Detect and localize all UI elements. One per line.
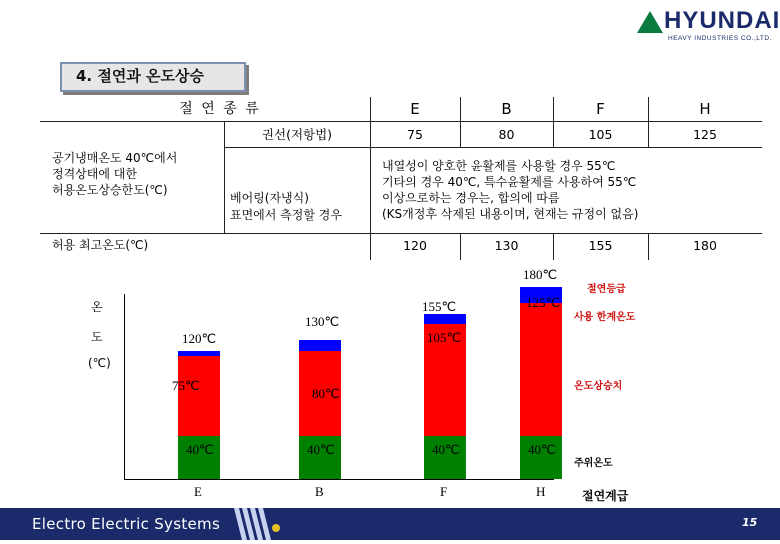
footer-brand: Electro Electric Systems [32, 515, 221, 533]
max-temp-label: 허용 최고온도(℃) [52, 238, 149, 252]
ambient-value-label: 40℃ [307, 442, 335, 458]
ambient-value-label: 40℃ [528, 442, 556, 458]
rise-value-label: 105℃ [427, 330, 462, 346]
rise-value-label: 80℃ [312, 385, 340, 401]
page-number: 15 [742, 516, 758, 529]
hyundai-logo-icon [637, 11, 663, 33]
class-header: E [410, 100, 420, 118]
table-line [224, 147, 762, 148]
bearing-label-line: 베어링(자냉식) [230, 191, 309, 205]
x-axis-label: 절연계급 [582, 489, 629, 503]
y-axis [124, 294, 125, 480]
max-temp-label: 155℃ [422, 298, 457, 314]
bearing-note-line: 기타의 경우 40℃, 특수윤활제를 사용하여 55℃ [382, 175, 637, 189]
annotation-limit: 사용 한계온도 [574, 312, 636, 323]
annotation-rise: 온도상승치 [574, 381, 623, 392]
winding-value: 125 [693, 127, 717, 142]
ambient-value-label: 40℃ [186, 442, 214, 458]
bar-margin-B [299, 340, 341, 351]
bearing-label-line: 표면에서 측정할 경우 [230, 208, 342, 222]
max-temp-value: 180 [693, 238, 717, 253]
annotation-margin: 절연등급 [587, 284, 626, 295]
rise-value-label: 75℃ [172, 378, 200, 394]
section-title: 4. 절연과 온도상승 [76, 67, 205, 85]
table-line [370, 97, 371, 260]
winding-value: 105 [588, 127, 613, 142]
x-axis [124, 479, 554, 480]
annotation-ambient: 주위온도 [574, 458, 613, 469]
footer-stripes-icon [232, 508, 282, 540]
class-header: F [596, 100, 605, 118]
x-tick-label: B [315, 484, 324, 499]
y-axis-label: 도 [91, 330, 103, 344]
x-tick-label: F [440, 484, 448, 499]
bearing-note-line: 내열성이 양호한 윤활제를 사용할 경우 55℃ [382, 159, 616, 173]
y-axis-label: (℃) [88, 356, 111, 370]
class-header: B [501, 100, 512, 118]
ambient-label-line: 허용온도상승한도(℃) [52, 183, 168, 197]
winding-value: 75 [407, 127, 423, 142]
max-temp-value: 155 [588, 238, 613, 253]
max-temp-label: 130℃ [305, 314, 340, 330]
hyundai-tagline: HEAVY INDUSTRIES CO.,LTD. [668, 35, 772, 42]
max-temp-value: 130 [494, 238, 519, 253]
winding-value: 80 [498, 127, 515, 142]
x-tick-label: H [536, 484, 546, 499]
bar-rise-E [178, 356, 220, 436]
winding-label: 권선(저항법) [261, 127, 333, 142]
max-temp-label: 120℃ [182, 330, 217, 346]
max-temp-value: 120 [403, 238, 427, 253]
ambient-label-line: 공기냉매온도 40℃에서 [52, 151, 178, 165]
bar-margin-F [424, 314, 466, 325]
insulation-type-header: 절 연 종 류 [179, 101, 261, 117]
ambient-value-label: 40℃ [432, 442, 460, 458]
bearing-note-line: (KS개정후 삭제된 내용이며, 현재는 규정이 없음) [382, 207, 639, 221]
class-header: H [699, 100, 711, 118]
y-axis-label: 온 [91, 300, 103, 314]
bar-margin-E [178, 351, 220, 356]
x-tick-label: E [194, 484, 202, 499]
rise-value-label: 125℃ [526, 294, 561, 310]
bearing-note-line: 이상으로하는 경우는, 합의에 따름 [382, 191, 560, 205]
bar-rise-H [520, 303, 562, 436]
table-line [40, 233, 762, 234]
table-line [40, 121, 762, 122]
hyundai-logo: HYUNDAI [664, 7, 780, 34]
max-temp-label: 180℃ [523, 266, 558, 282]
ambient-label-line: 정격상태에 대한 [52, 167, 137, 181]
